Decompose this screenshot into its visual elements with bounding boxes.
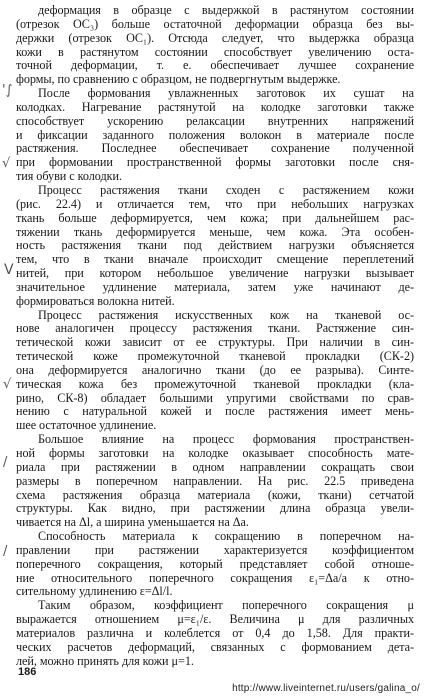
text-line: выражается отношением μ=ε₁/ε. Величина μ для различных [16, 612, 414, 627]
text-line: Способность материала к сокращению в поперечном на- [38, 529, 414, 544]
text-line: колодках. Нагревание растянутой на колодке заготовки также [16, 99, 414, 114]
text-line: она деформируется аналогично ткани (до ее разрыва). Синте- [16, 362, 414, 377]
text-line: правлении при растяжении характеризуется коэффициентом [16, 542, 414, 557]
text-line: нению с натуральной кожей и после растяжения имеет мень- [16, 404, 414, 419]
text-line: Процесс растяжения искусственных кож на тканевой ос- [38, 307, 414, 322]
paragraph [16, 599, 414, 668]
margin-check-mark: / [3, 544, 8, 559]
text-line: нитей, при котором небольшое увеличение нагрузки вызывает [16, 266, 414, 281]
margin-check-mark: √ [3, 377, 12, 392]
body-text [16, 4, 414, 669]
text-line: тем, что в ткани вначале происходит смещение переплетений [16, 252, 414, 267]
paragraph [16, 433, 414, 530]
margin-check-mark: / [3, 455, 8, 470]
text-line: держки (отрезок OC₁). Отсюда следует, что выдержка образца [16, 30, 414, 45]
text-line: чивается на Δl, а ширина уменьшается на Δa. [16, 515, 249, 530]
text-line: тетической кожи зависит от ее структуры. При наличии в син- [16, 335, 414, 350]
text-line: (отрезок OC₃) больше остаточной деформации образца без вы- [16, 16, 414, 31]
text-line: размеры в поперечном направлении. На рис. 22.5 приведена [16, 473, 414, 488]
text-line: (рис. 22.4) и отличается тем, что при небольших нагрузках [16, 196, 414, 211]
text-line: поперечного сокращения, который представляет собой отноше- [16, 556, 414, 571]
paragraph [16, 184, 414, 309]
text-line: тяжении ткань деформируется меньше, чем кожа. Эта особен- [16, 224, 414, 239]
text-line: ткань больше деформируется, чем кожа; при дальнейшем рас- [16, 210, 414, 225]
text-line: растяжения. Последнее обеспечивает сохранение полученной [16, 141, 414, 156]
text-line: значительное удлинение материала, затем уже начинают де- [16, 279, 414, 294]
text-line: лей, можно принять для кожи μ=1. [16, 653, 194, 668]
text-line: рино, СК-8) обладает большими упругими свойствами по срав- [16, 390, 414, 405]
text-line: нове аналогичен процессу растяжения ткани. Растяжение син- [16, 321, 414, 336]
text-line: и фиксации заданного положения волокон в материале после [16, 127, 414, 142]
text-line: ческих расчетов деформаций, связанных с формованием дета- [16, 639, 414, 654]
text-line: способствует ускорению релаксации внутренних напряжений [16, 113, 414, 128]
text-line: формироваться волокна нитей. [16, 293, 175, 308]
text-line: деформация в образце с выдержкой в растянутом состоянии [38, 3, 414, 17]
text-line: Большое влияние на процесс формования пространствен- [38, 432, 414, 447]
text-line: шее остаточное удлинение. [16, 418, 157, 433]
text-line: ность растяжения ткани под действием нагрузки объясняется [16, 238, 414, 253]
text-line: материалов различна и колеблется от 0,4 до 1,58. Для практи- [16, 625, 414, 640]
text-line: тическая кожа без промежуточной тканевой прокладки (кла- [16, 376, 414, 391]
text-line: точной деформации, т. е. обеспечивает лучшее сохранение [16, 58, 414, 73]
margin-check-mark: V [4, 262, 14, 278]
paragraph [16, 309, 414, 434]
text-line: ние относительного поперечного сокращения ε₁=Δa/a к отно- [16, 570, 414, 585]
text-line: тия обуви с колодки. [16, 169, 122, 184]
text-line: структуры. Как видно, при растяжении длина образца увели- [16, 501, 414, 516]
text-line: Процесс растяжения ткани сходен с растяжением кожи [38, 182, 414, 197]
text-line: схема растяжения образца материала (кожи, ткани) сетчатой [16, 487, 414, 502]
paragraph [16, 530, 414, 599]
margin-check-mark: '∫ [2, 83, 13, 98]
text-line: риала при растяжении в одном направлении сокращать свои [16, 459, 414, 474]
page-number: 186 [18, 666, 37, 678]
paragraph [16, 87, 414, 184]
text-line: Таким образом, коэффициент поперечного сокращения μ [38, 598, 414, 613]
paragraph [16, 4, 414, 87]
text-line: кожи в растянутом состоянии способствует увеличению оста- [16, 44, 414, 59]
text-line: После формования увлажненных заготовок их сушат на [38, 86, 414, 101]
text-line: тетической коже промежуточной тканевой прокладки (СК-2) [16, 349, 414, 364]
margin-check-mark: √ [2, 156, 11, 171]
text-line: ной формы заготовки на колодке оказывает способность мате- [16, 446, 414, 460]
text-line: формы, по сравнению с образцом, не подвергнутым выдержке. [16, 72, 341, 87]
watermark-url: http://www.liveinternet.ru/users/galina_o/ [232, 683, 420, 694]
text-line: сительному удлинению ε=Δl/l. [16, 584, 173, 599]
text-line: при формовании пространственной формы заготовки после сня- [16, 155, 414, 170]
